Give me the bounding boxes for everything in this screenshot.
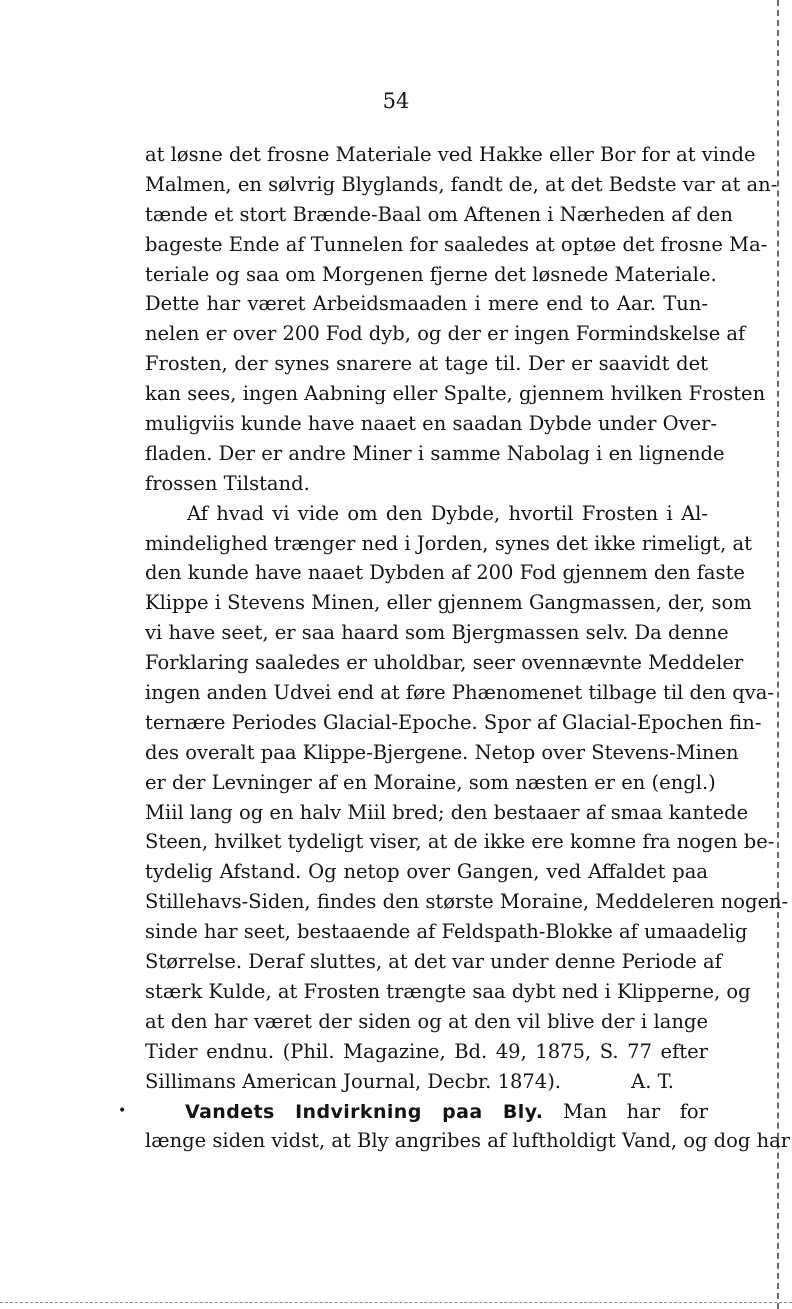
text-line: længe siden vidst, at Bly angribes af luftholdigt Vand, og dog har — [145, 1129, 791, 1153]
text-run: Man har for — [562, 1099, 708, 1123]
text-line: er der Levninger af en Moraine, som næsten er en (engl.) — [145, 770, 716, 794]
text-line: vi have seet, er saa haard som Bjergmassen selv. Da denne — [145, 621, 729, 645]
text-line: Steen, hvilket tydeligt viser, at de ikke ere komne fra nogen be- — [145, 830, 775, 854]
text-line: Størrelse. Deraf sluttes, at det var under denne Periode af — [145, 950, 722, 974]
bullet-mark: • — [118, 1102, 127, 1119]
paragraph — [145, 499, 789, 1097]
text-line: Af hvad vi vide om den Dybde, hvortil Frosten i Al- — [187, 501, 708, 525]
text-line: des overalt paa Klippe-Bjergene. Netop over Stevens-Minen — [145, 740, 739, 764]
text-line: Tider endnu. (Phil. Magazine, Bd. 49, 1875, S. 77 efter — [145, 1039, 708, 1063]
text-line: stærk Kulde, at Frosten trængte saa dybt ned i Klipperne, og — [145, 979, 751, 1003]
text-column — [118, 140, 791, 1156]
text-line: at løsne det frosne Materiale ved Hakke eller Bor for at vinde — [145, 143, 756, 166]
citation-line — [145, 1067, 708, 1097]
paragraph — [145, 140, 778, 499]
author-signature: A. T. — [631, 1069, 674, 1093]
text-line: Dette har været Arbeidsmaaden i mere end to Aar. Tun- — [145, 292, 708, 316]
text-line: teriale og saa om Morgenen fjerne det løsnede Materiale. — [145, 262, 717, 286]
page-number: 54 — [382, 89, 410, 113]
text-line: Frosten, der synes snarere at tage til. Der er saavidt det — [145, 352, 708, 376]
text-line: nelen er over 200 Fod dyb, og der er ingen Formindskelse af — [145, 322, 746, 346]
text-line: Malmen, en sølvrig Blyglands, fandt de, at det Bedste var at an- — [145, 172, 778, 196]
text-line: at den har været der siden og at den vil blive der i lange — [145, 1009, 708, 1033]
text-line: Klippe i Stevens Minen, eller gjennem Gangmassen, der, som — [145, 591, 752, 615]
text-line: tænde et stort Brænde-Baal om Aftenen i Nærheden af den — [145, 202, 733, 226]
article-start — [118, 1097, 791, 1157]
text-line: Miil lang og en halv Miil bred; den bestaaer af smaa kantede — [145, 800, 749, 824]
text-line: ingen anden Udvei end at føre Phænomenet tilbage til den qva- — [145, 681, 775, 705]
page-edge-bottom — [0, 1302, 792, 1303]
citation-text: Sillimans American Journal, Decbr. 1874). — [145, 1069, 562, 1093]
text-line: Forklaring saaledes er uholdbar, seer ovennævnte Meddeler — [145, 651, 744, 675]
text-line: den kunde have naaet Dybden af 200 Fod gjennem den faste — [145, 561, 745, 585]
text-line: tydelig Afstand. Og netop over Gangen, ved Affaldet paa — [145, 860, 708, 884]
text-line: mindelighed trænger ned i Jorden, synes det ikke rimeligt, at — [145, 531, 752, 555]
text-line: kan sees, ingen Aabning eller Spalte, gjennem hvilken Frosten — [145, 382, 766, 406]
text-line: Stillehavs-Siden, findes den største Moraine, Meddeleren nogen- — [145, 890, 789, 914]
text-line: frossen Tilstand. — [145, 471, 310, 495]
text-line: fladen. Der er andre Miner i samme Nabolag i en lignende — [145, 441, 725, 465]
text-line: sinde har seet, bestaaende af Feldspath-Blokke af umaadelig — [145, 920, 748, 944]
page-edge-right — [777, 0, 779, 1309]
text-line: ternære Periodes Glacial-Epoche. Spor af Glacial-Epochen fin- — [145, 710, 762, 734]
article-heading: Vandets Indvirkning paa Bly. — [185, 1100, 544, 1123]
article-heading-line — [118, 1097, 708, 1127]
text-line: muligviis kunde have naaet en saadan Dybde under Over- — [145, 412, 718, 436]
text-line: bageste Ende af Tunnelen for saaledes at optøe det frosne Ma- — [145, 232, 768, 256]
